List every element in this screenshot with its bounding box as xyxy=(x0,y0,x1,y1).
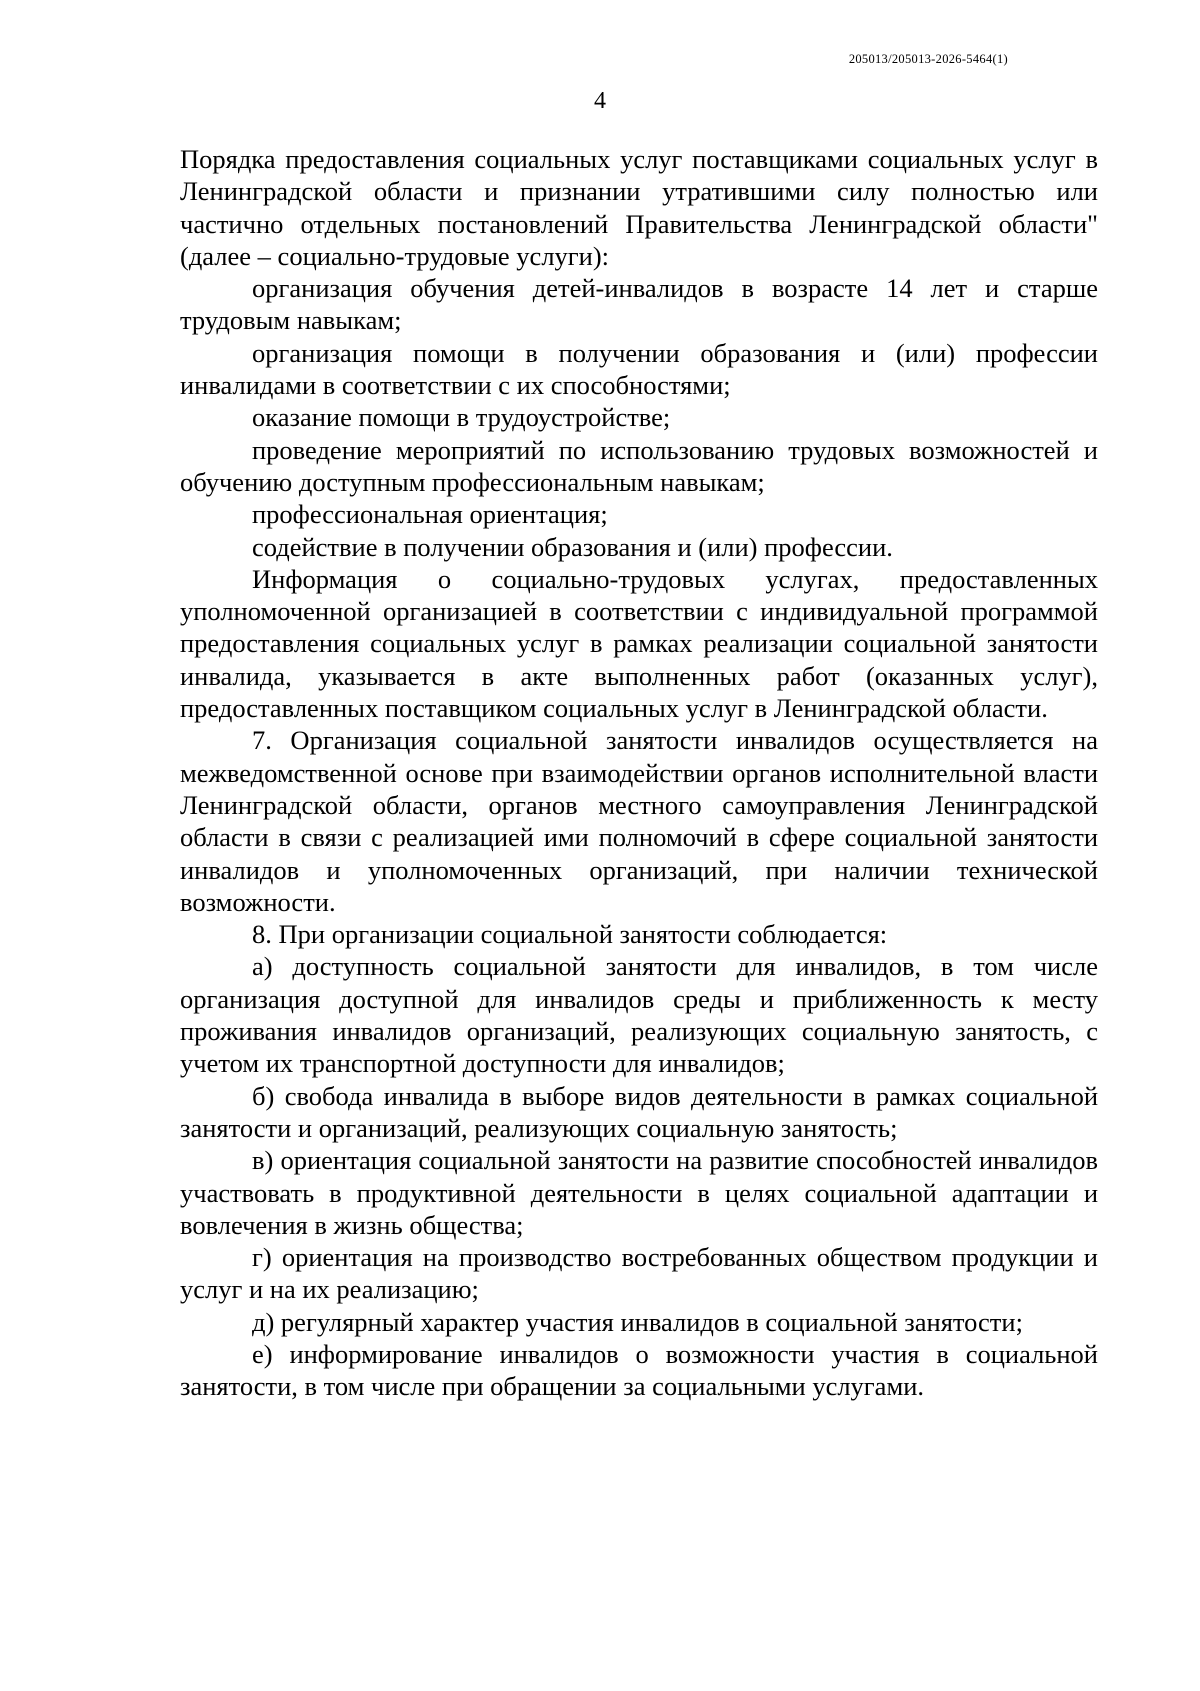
paragraph-clause-8-g: г) ориентация на производство востребованных обществом продукции и услуг и на их реализацию; xyxy=(180,1242,1098,1305)
document-id: 205013/205013-2026-5464(1) xyxy=(848,52,1008,66)
paragraph-service-item: оказание помощи в трудоустройстве; xyxy=(252,402,671,433)
paragraph-service-item: профессиональная ориентация; xyxy=(252,499,608,530)
paragraph-service-item: организация помощи в получении образования и (или) профессии инвалидами в соответствии с их способностями; xyxy=(180,337,1098,401)
document-body xyxy=(180,143,1098,1403)
paragraph-clause-8: 8. При организации социальной занятости соблюдается: xyxy=(252,919,888,950)
paragraph-service-item: проведение мероприятий по использованию трудовых возможностей и обучению доступным профессиональным навыкам; xyxy=(180,434,1098,497)
paragraph-clause-8-d: д) регулярный характер участия инвалидов в социальной занятости; xyxy=(252,1306,1023,1337)
paragraph-information: Информация о социально-трудовых услугах, предоставленных уполномоченной организацией в соответствии с индивидуальной программой предоставления социальных услуг в рамках реализации социальной занятости инвалида, указывается в акте выполненных работ (оказанных услуг), предоставленных поставщиком социальных услуг в Ленинградской области. xyxy=(180,563,1098,724)
paragraph-service-item: содействие в получении образования и (или) профессии. xyxy=(252,531,893,562)
paragraph-clause-8-a: а) доступность социальной занятости для инвалидов, в том числе организация доступной для инвалидов среды и приближенность к месту проживания инвалидов организаций, реализующих социальную занятость, с учетом их транспортной доступности для инвалидов; xyxy=(180,951,1098,1079)
paragraph-clause-8-v: в) ориентация социальной занятости на развитие способностей инвалидов участвовать в продуктивной деятельности в целях социальной адаптации и вовлечения в жизнь общества; xyxy=(180,1145,1098,1240)
paragraph-continuation: Порядка предоставления социальных услуг поставщиками социальных услуг в Ленинградской области и признании утратившими силу полностью или частично отдельных постановлений Правительства Ленинградской области" (далее – социально-трудовые услуги): xyxy=(180,144,1098,271)
paragraph-clause-8-b: б) свобода инвалида в выборе видов деятельности в рамках социальной занятости и организаций, реализующих социальную занятость; xyxy=(180,1080,1098,1143)
paragraph-service-item: организация обучения детей-инвалидов в возрасте 14 лет и старше трудовым навыкам; xyxy=(180,273,1098,336)
paragraph-clause-8-e: е) информирование инвалидов о возможности участия в социальной занятости, в том числе при обращении за социальными услугами. xyxy=(180,1338,1098,1402)
paragraph-clause-7: 7. Организация социальной занятости инвалидов осуществляется на межведомственной основе при взаимодействии органов исполнительной власти Ленинградской области, органов местного самоуправления Ленинградской области в связи с реализацией ими полномочий в сфере социальной занятости инвалидов и уполномоченных организаций, при наличии технической возможности. xyxy=(180,725,1098,917)
page-number: 4 xyxy=(594,88,606,114)
